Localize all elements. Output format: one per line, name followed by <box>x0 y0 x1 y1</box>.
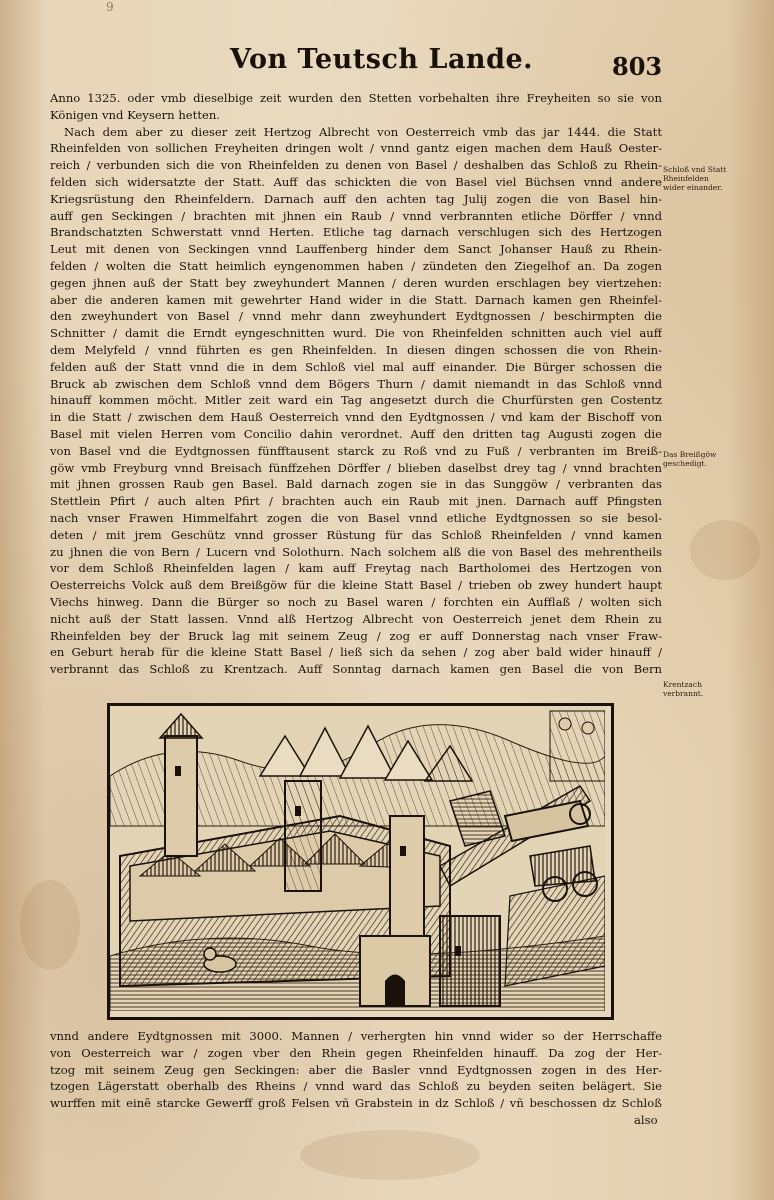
text-line: tzog mit seinem Zeug gen Seckingen: aber die Basler vnnd Eydtgnossen zogen in des Her- <box>50 1062 662 1077</box>
text-line: von Basel vnd die Eydtgnossen fünfftausent starck zu Roß vnd zu Fuß / verbranten im Breiß- <box>50 443 662 458</box>
text-line: wurffen mit einẽ starcke Gewerff groß Felsen vñ Grabstein in dz Schloß / vñ beschossen dz Schloß <box>50 1096 662 1111</box>
page-number: 803 <box>612 52 663 81</box>
running-title: Von Teutsch Lande. <box>230 44 534 75</box>
text-line: Schnitter / damit die Erndt eyngeschnitten wurd. Die von Rheinfelden schnitten auch viel auff <box>50 326 662 341</box>
text-line: in die Statt / zwischen dem Hauß Oesterreich vnnd den Eydtgnossen / vnd kam der Bischoff von <box>50 410 662 425</box>
text-line: Stettlein Pfirt / auch alten Pfirt / brachten auch ein Raub mit jnen. Darnach auff Pfingsten <box>50 494 662 509</box>
margin-note: Krentzach verbrannt. <box>663 680 704 698</box>
text-line: en Geburt herab für die kleine Statt Basel / ließ sich da sehen / zog aber bald wider hinauff / <box>50 645 662 660</box>
text-line: hinauff kommen möcht. Mitler zeit ward ein Tag angesetzt durch die Churfürsten gen Costentz <box>50 393 662 408</box>
paper-stain <box>300 1130 480 1180</box>
text-line: tzogen Lägerstatt oberhalb des Rheins / vnnd ward das Schloß zu beyden seiten belägert. Sie <box>50 1079 662 1094</box>
text-line: vnnd andere Eydtgnossen mit 3000. Mannen / verhergten hin vnnd wider so der Herrschaffe <box>50 1029 662 1043</box>
text-line: mit jhnen grossen Raub gen Basel. Bald darnach zogen sie in das Sunggöw / verbranten das <box>50 477 662 492</box>
text-line: Anno 1325. oder vmb dieselbige zeit wurden den Stetten vorbehalten ihre Freyheiten so sie von <box>50 91 662 105</box>
text-line: gegen jhnen auß der Statt bey zweyhundert Mannen / deren wurden erschlagen bey viertzehen: <box>50 275 662 290</box>
catchword: also <box>634 1113 658 1127</box>
text-line: deten / mit jrem Geschütz vnnd grosser Rüstung für das Schloß Rheinfelden / vnnd kamen <box>50 527 662 542</box>
corner-ink-mark: 9 <box>106 0 114 14</box>
woodcut-illustration <box>107 703 614 1020</box>
text-line: Viechs hinweg. Dann die Bürger so noch zu Basel waren / forchten ein Aufflaß / wolten sich <box>50 594 662 609</box>
text-line: von Oesterreich war / zogen vber den Rhein gegen Rheinfelden hinauff. Da zog der Her- <box>50 1045 662 1060</box>
paper-stain <box>690 520 760 580</box>
text-line: zu jhnen die von Bern / Lucern vnd Solothurn. Nach solchem alß die von Basel des mehrentheils <box>50 544 662 559</box>
text-line: felden sich widersatzte der Statt. Auff das schickten die von Basel viel Büchsen vnnd andere <box>50 174 662 189</box>
text-line: aber die anderen kamen mit gewehrter Hand wider in die Statt. Darnach kamen gen Rheinfel- <box>50 292 662 307</box>
text-line: Oesterreichs Volck auß dem Breißgöw für die kleine Statt Basel / trieben ob zwey hundert haupt <box>50 578 662 593</box>
text-line: Bruck ab zwischen dem Schloß vnnd dem Bögers Thurn / damit niemandt in das Schloß vnnd <box>50 376 662 391</box>
text-line: felden / wolten die Statt heimlich eyngenommen haben / zündeten den Ziegelhof an. Da zogen <box>50 258 662 273</box>
text-line: felden auß der Statt vnnd die in dem Schloß viel mal auff einander. Die Bürger schossen die <box>50 359 662 374</box>
text-line: dem Melyfeld / vnnd führten es gen Rheinfelden. In diesen dingen schossen die von Rhein- <box>50 342 662 357</box>
text-line: Rheinfelden bey der Bruck lag mit seinem Zeug / zog er auff Donnerstag nach vnser Fraw- <box>50 628 662 643</box>
text-line: Rheinfelden von sollichen Freyheiten dringen wolt / vnnd gantz eigen machen dem Hauß Oester- <box>50 141 662 156</box>
text-line: reich / verbunden sich die von Rheinfelden zu denen von Basel / deshalben das Schloß zu Rhein- <box>50 158 662 173</box>
text-block-lower <box>50 1028 662 1112</box>
text-line: den zweyhundert von Basel / vnnd mehr dann zweyhundert Eydtgnossen / beschirmpten die <box>50 309 662 324</box>
text-line: auff gen Seckingen / brachten mit jhnen ein Raub / vnnd verbrannten etliche Dörffer / vnnd <box>50 208 662 223</box>
paper-stain <box>20 880 80 970</box>
margin-note: Das Breißgöw geschedigt. <box>663 450 717 468</box>
text-line: verbrannt das Schloß zu Krentzach. Auff Sonntag darnach kamen gen Basel die von Bern <box>50 662 662 677</box>
text-line: vor dem Schloß Rheinfelden lagen / kam auff Freytag nach Bartholomei des Hertzogen von <box>50 561 662 576</box>
text-line: göw vmb Freyburg vnnd Breisach fünffzehen Dörffer / blieben daselbst drey tag / vnnd brachten <box>50 460 662 475</box>
text-line: Kriegsrüstung den Rheinfeldern. Darnach auff den achten tag Julij zogen die von Basel hin- <box>50 191 662 206</box>
text-line: nicht auß der Statt lassen. Vnnd alß Hertzog Albrecht von Oesterreich jenet dem Rhein zu <box>50 611 662 626</box>
text-line: Basel mit vielen Herren vom Concilio dahin verordnet. Auff den dritten tag Augusti zogen die <box>50 426 662 441</box>
margin-note: Schloß vnd Statt Rheinfelden wider einander. <box>663 165 727 192</box>
text-line: Königen vnd Keysern hetten. <box>50 107 220 122</box>
text-line: Brandschatzten Schwerstatt vnnd Herten. Etliche tag darnach verschlugen sich des Hertzogen <box>50 225 662 240</box>
text-line: Nach dem aber zu dieser zeit Hertzog Albrecht von Oesterreich vmb das jar 1444. die Statt <box>64 124 662 139</box>
text-line: Leut mit denen von Seckingen vnnd Lauffenberg hinder dem Sanct Johanser Hauß zu Rhein- <box>50 242 662 257</box>
text-line: nach vnser Frawen Himmelfahrt zogen die von Basel vnnd etliche Eydtgnossen so sie besol- <box>50 510 662 525</box>
siege-woodcut-image <box>110 706 605 1011</box>
text-block-upper <box>50 90 662 678</box>
